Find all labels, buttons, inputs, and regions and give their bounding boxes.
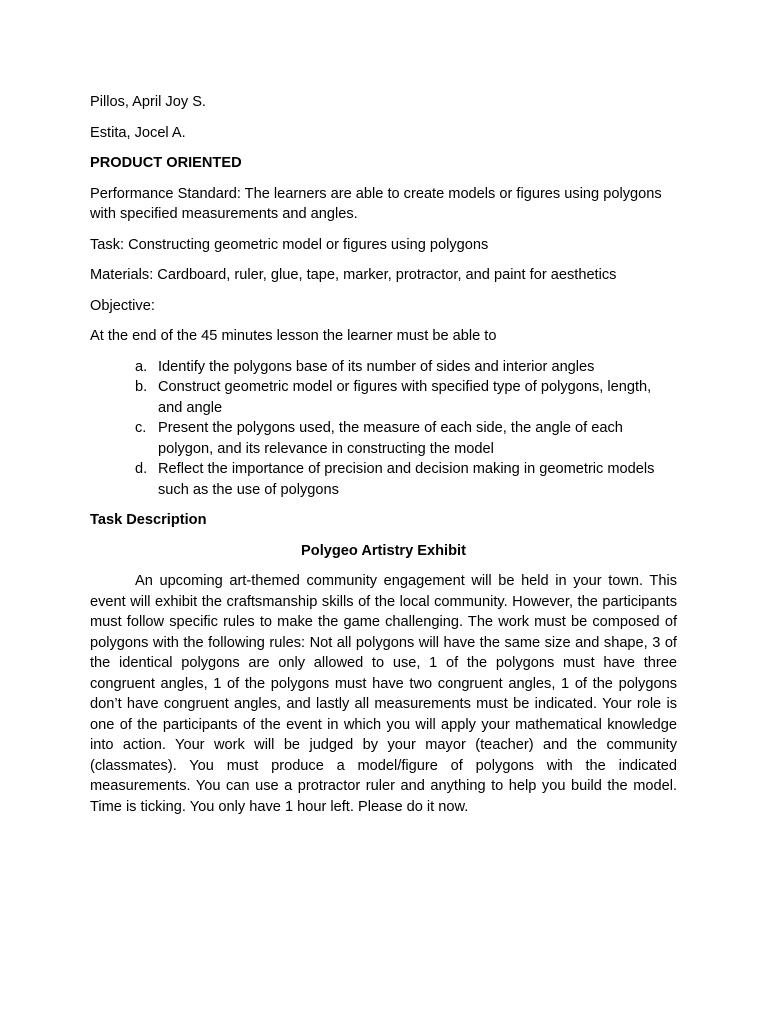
objective-item (90, 377, 677, 418)
author-name-2: Estita, Jocel A. (90, 124, 186, 141)
objective-text: Reflect the importance of precision and decision making in geometric models such as the use of polygons (158, 461, 655, 498)
task-statement: Task: Constructing geometric model or figures using polygons (90, 236, 489, 253)
objective-marker: c. (135, 420, 147, 436)
author-name-1: Pillos, April Joy S. (90, 94, 206, 110)
objective-text: Identify the polygons base of its number of sides and interior angles (158, 358, 595, 375)
task-description-heading: Task Description (90, 512, 207, 528)
objective-item (90, 357, 677, 378)
objective-text: Present the polygons used, the measure of each side, the angle of each polygon, and its relevance in constructing the model (158, 420, 623, 457)
exhibit-title: Polygeo Artistry Exhibit (301, 542, 466, 559)
objective-label: Objective: (90, 297, 155, 314)
objectives-list (90, 357, 677, 501)
objective-marker: b. (135, 379, 148, 395)
performance-standard: Performance Standard: The learners are able to create models or figures using polygons with specified measurements and angles. (90, 185, 662, 222)
category-heading: PRODUCT ORIENTED (90, 155, 242, 171)
objective-text: Construct geometric model or figures with specified type of polygons, length, and angle (158, 379, 652, 416)
objective-marker: d. (135, 461, 148, 477)
objective-intro: At the end of the 45 minutes lesson the learner must be able to (90, 328, 497, 344)
materials-statement: Materials: Cardboard, ruler, glue, tape, marker, protractor, and paint for aesthetics (90, 267, 617, 283)
objective-item (90, 418, 677, 459)
task-description-body: An upcoming art-themed community engagement will be held in your town. This event will exhibit the craftsmanship skills of the local community. However, the participants must follow specific rules to make the game challenging. The work must be composed of polygons with the following rules: Not all polygons will have the same size and shape, 3 of the identical polygons are only allowed to use, 1 of the polygons must have three congruent angles, 1 of the polygons must have two congruent angles, 1 of the polygons don’t have congruent angles, and lastly all measurements must be indicated. Your role is one of the participants of the event in which you will apply your mathematical knowledge into action. Your work will be judged by your mayor (teacher) and the community (classmates). You must produce a model/figure of polygons with the indicated measurements. You can use a protractor ruler and anything to help you build the model. Time is ticking. You only have 1 hour left. Please do it now. (90, 573, 677, 815)
objective-item (90, 459, 677, 500)
objective-marker: a. (135, 358, 148, 375)
document-page (90, 92, 677, 817)
